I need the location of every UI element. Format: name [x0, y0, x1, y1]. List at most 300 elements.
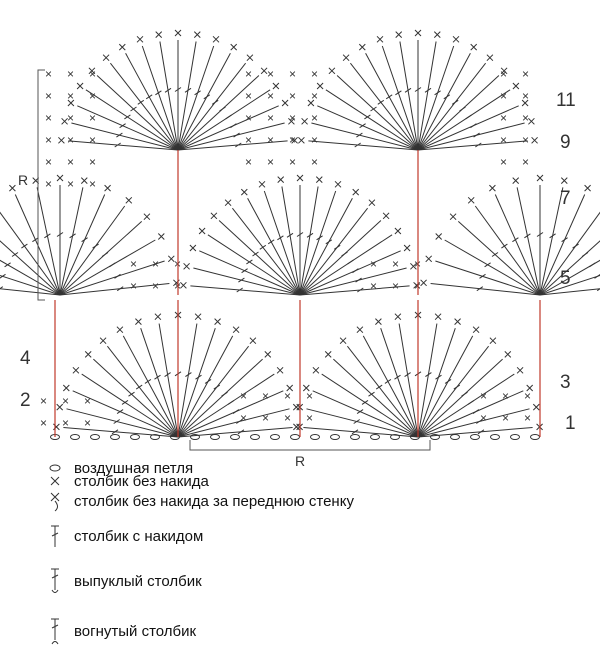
chain-stitch	[231, 435, 240, 440]
fan-tick	[352, 269, 358, 273]
fan-top-stitch	[533, 404, 539, 410]
single-crochet-mark: ×	[67, 89, 75, 103]
single-crochet-mark: ×	[522, 133, 530, 147]
chain-stitch	[71, 435, 80, 440]
single-crochet-mark: ×	[267, 133, 275, 147]
fan-top-stitch	[471, 44, 477, 50]
fan-spoke	[93, 359, 178, 437]
legend-item	[40, 488, 354, 514]
fan-top-stitch	[293, 404, 299, 410]
fan-top-stitch	[135, 319, 141, 325]
fan-top-stitch	[513, 83, 519, 89]
chain-stitch	[251, 435, 260, 440]
fan-top-stitch	[421, 280, 427, 286]
fan-tick	[146, 95, 152, 99]
front-post-dc-icon	[40, 568, 70, 594]
fan-spoke	[178, 359, 263, 437]
single-crochet-mark: ×	[522, 67, 530, 81]
fan-spoke	[322, 374, 418, 437]
single-crochet-mark: ×	[89, 89, 97, 103]
fan-top-stitch	[329, 68, 335, 74]
single-crochet-mark: ×	[522, 111, 530, 125]
legend-text: столбик без накида за переднюю стенку	[74, 492, 354, 510]
fan-spoke	[418, 76, 499, 151]
single-crochet-mark: ×	[311, 155, 319, 169]
fan-top-stitch	[231, 44, 237, 50]
fan-spoke	[418, 90, 510, 150]
fan-spoke	[208, 235, 300, 295]
single-crochet-mark: ×	[522, 155, 530, 169]
fan-top-stitch	[73, 367, 79, 373]
fan-spoke	[350, 63, 418, 150]
single-crochet-mark: ×	[414, 257, 422, 271]
single-crochet-mark: ×	[289, 67, 297, 81]
single-crochet-mark: ×	[311, 111, 319, 125]
fan-top-stitch	[325, 351, 331, 357]
fan-tick	[460, 107, 466, 111]
fan-tick	[473, 410, 479, 414]
legend-text: воздушная петля	[74, 459, 194, 477]
single-crochet-mark: ×	[262, 411, 270, 425]
single-crochet-mark: ×	[480, 411, 488, 425]
chain-stitch	[331, 435, 340, 440]
fan-tick	[445, 379, 451, 383]
fan-top-stitch	[105, 185, 111, 191]
fan-top-stitch	[85, 351, 91, 357]
fan-tick	[136, 385, 142, 389]
fan-tick	[573, 244, 579, 248]
fan-spoke	[86, 90, 178, 150]
sc-front-loop-icon	[40, 488, 70, 514]
fan-spoke	[418, 46, 454, 150]
fan-spoke	[178, 90, 270, 150]
fan-tick	[115, 274, 121, 278]
fan-top-stitch	[247, 55, 253, 61]
fan-tick	[220, 107, 226, 111]
single-crochet-mark: ×	[500, 155, 508, 169]
single-crochet-mark: ×	[267, 89, 275, 103]
fan-top-stitch	[383, 213, 389, 219]
fan-tick	[334, 245, 340, 249]
fan-top-stitch	[194, 32, 200, 38]
single-crochet-mark: ×	[502, 389, 510, 403]
fan-top-stitch	[434, 32, 440, 38]
single-crochet-mark: ×	[500, 67, 508, 81]
single-crochet-mark: ×	[245, 89, 253, 103]
single-crochet-mark: ×	[267, 67, 275, 81]
fan-tick	[205, 379, 211, 383]
single-crochet-mark: ×	[245, 67, 253, 81]
single-crochet-mark: ×	[284, 411, 292, 425]
fan-top-stitch	[233, 327, 239, 333]
single-crochet-mark: ×	[62, 416, 70, 430]
fan-top-stitch	[528, 118, 534, 124]
fan-tick	[589, 263, 595, 267]
fan-tick	[562, 238, 568, 242]
fan-top-stitch	[250, 338, 256, 344]
fan-top-stitch	[175, 30, 181, 36]
single-crochet-mark: ×	[289, 111, 297, 125]
fan-top-stitch	[81, 178, 87, 184]
fan-tick	[385, 379, 391, 383]
single-crochet-mark: ×	[67, 155, 75, 169]
single-crochet-mark: ×	[289, 133, 297, 147]
single-crochet-mark: ×	[89, 67, 97, 81]
fan-tick	[452, 100, 458, 104]
single-crochet-mark: ×	[245, 133, 253, 147]
fan-spoke	[495, 195, 540, 296]
fan-top-stitch	[53, 424, 59, 430]
repeat-label-left: R	[18, 172, 29, 188]
fan-tick	[462, 392, 468, 396]
single-crochet-mark: ×	[45, 133, 53, 147]
fan-top-stitch	[57, 175, 63, 181]
fan-top-stitch	[353, 189, 359, 195]
legend-item	[40, 618, 196, 644]
fan-tick	[114, 420, 120, 424]
single-crochet-mark: ×	[40, 416, 48, 430]
single-crochet-mark: ×	[500, 89, 508, 103]
single-crochet-mark: ×	[84, 416, 92, 430]
single-crochet-mark: ×	[392, 257, 400, 271]
fan-top-stitch	[199, 228, 205, 234]
fan-top-stitch	[313, 367, 319, 373]
single-crochet-mark: ×	[89, 111, 97, 125]
single-crochet-mark: ×	[67, 67, 75, 81]
fan-top-stitch	[213, 36, 219, 42]
fan-top-stitch	[190, 245, 196, 251]
single-crochet-mark: ×	[67, 177, 75, 191]
fan-top-stitch	[278, 177, 284, 183]
single-crochet-mark: ×	[311, 67, 319, 81]
fan-tick	[102, 253, 108, 257]
fan-top-stitch	[277, 367, 283, 373]
single-crochet-mark: ×	[289, 155, 297, 169]
fan-top-stitch	[180, 282, 186, 288]
legend	[0, 455, 600, 670]
fan-top-stitch	[585, 185, 591, 191]
single-crochet-mark: ×	[45, 111, 53, 125]
repeat-label-bottom: R	[295, 453, 306, 469]
fan-top-stitch	[155, 314, 161, 320]
fan-top-stitch	[265, 351, 271, 357]
single-crochet-mark: ×	[306, 389, 314, 403]
fan-tick	[354, 420, 360, 424]
fan-tick	[466, 115, 472, 119]
double-crochet-icon	[40, 523, 70, 549]
fan-top-stitch	[100, 338, 106, 344]
back-post-dc-icon	[40, 618, 70, 644]
fan-tick	[582, 253, 588, 257]
single-crochet-mark: ×	[267, 155, 275, 169]
single-crochet-mark: ×	[240, 389, 248, 403]
fan-top-stitch	[293, 424, 299, 430]
row-label-1: 1	[565, 413, 576, 434]
fan-tick	[468, 400, 474, 404]
fan-top-stitch	[453, 36, 459, 42]
single-crochet-mark: ×	[500, 133, 508, 147]
single-crochet-mark: ×	[45, 155, 53, 169]
fan-tick	[226, 115, 232, 119]
fan-tick	[212, 100, 218, 104]
fan-spoke	[458, 221, 540, 295]
fan	[421, 175, 600, 295]
fan-spoke	[418, 328, 455, 437]
fan-tick	[444, 95, 450, 99]
chain-stitch	[131, 435, 140, 440]
fan	[0, 175, 182, 295]
fan-tick	[378, 100, 384, 104]
single-crochet-mark: ×	[524, 411, 532, 425]
fan-spoke	[97, 76, 178, 151]
fan-tick	[214, 385, 220, 389]
fan-tick	[376, 385, 382, 389]
single-crochet-mark: ×	[392, 279, 400, 293]
chain-stitch	[111, 435, 120, 440]
fan-tick	[348, 260, 354, 264]
fan-top-stitch	[298, 137, 304, 143]
row-label-5: 5	[560, 268, 571, 289]
fan-spoke	[0, 221, 60, 295]
single-crochet-mark: ×	[174, 257, 182, 271]
fan-top-stitch	[241, 189, 247, 195]
fan-top-stitch	[282, 100, 288, 106]
single-crochet-mark: ×	[262, 389, 270, 403]
fan-top-stitch	[415, 30, 421, 36]
fan-top-stitch	[377, 36, 383, 42]
fan-top-stitch	[473, 327, 479, 333]
legend-text: столбик без накида	[74, 472, 209, 490]
fan-top-stitch	[117, 327, 123, 333]
fan-spoke	[333, 359, 418, 437]
single-crochet-mark: ×	[45, 89, 53, 103]
legend-item	[40, 568, 202, 594]
fan-top-stitch	[184, 263, 190, 269]
single-crochet-mark: ×	[480, 389, 488, 403]
fan-tick	[480, 274, 486, 278]
chain-stitch	[351, 435, 360, 440]
fan-top-stitch	[435, 314, 441, 320]
fan	[180, 175, 422, 295]
fan-top-stitch	[395, 314, 401, 320]
single-crochet-mark: ×	[67, 133, 75, 147]
legend-text: вогнутый столбик	[74, 622, 197, 640]
fan-spoke	[418, 63, 486, 150]
fan-top-stitch	[561, 178, 567, 184]
fan-top-stitch	[144, 214, 150, 220]
chain-stitch	[91, 435, 100, 440]
fan-top-stitch	[211, 213, 217, 219]
fan-spoke	[418, 359, 503, 437]
fan-top-stitch	[335, 181, 341, 187]
single-crochet-mark: ×	[284, 389, 292, 403]
single-crochet-mark: ×	[84, 394, 92, 408]
single-crochet-mark: ×	[62, 394, 70, 408]
fan-spoke	[178, 374, 274, 437]
fan-tick	[470, 124, 476, 128]
fan-spoke	[178, 328, 215, 437]
chain-stitch	[531, 435, 540, 440]
single-crochet-mark: ×	[89, 155, 97, 169]
fan-tick	[228, 400, 234, 404]
fan-top-stitch	[9, 185, 15, 191]
fan-top-stitch	[103, 55, 109, 61]
fan-spoke	[107, 346, 178, 437]
chain-stitch	[271, 435, 280, 440]
fan-top-stitch	[137, 36, 143, 42]
row-label-7: 7	[560, 188, 571, 209]
fan-spoke	[178, 346, 249, 437]
chain-stitch	[291, 435, 300, 440]
fan-top-stitch	[450, 214, 456, 220]
fan-top-stitch	[489, 185, 495, 191]
fan-tick	[82, 238, 88, 242]
single-crochet-mark: ×	[40, 394, 48, 408]
fan-tick	[138, 100, 144, 104]
fan-top-stitch	[215, 319, 221, 325]
fan-top-stitch	[340, 338, 346, 344]
single-crochet-mark: ×	[67, 111, 75, 125]
fan-top-stitch	[369, 200, 375, 206]
single-crochet-mark: ×	[370, 279, 378, 293]
fan-top-stitch	[195, 314, 201, 320]
fan-top-stitch	[343, 55, 349, 61]
fan-tick	[93, 244, 99, 248]
fan-top-stitch	[297, 175, 303, 181]
fan-top-stitch	[395, 228, 401, 234]
fan-top-stitch	[404, 245, 410, 251]
single-crochet-mark: ×	[89, 133, 97, 147]
fan-spoke	[110, 63, 178, 150]
fan-spoke	[300, 235, 392, 295]
single-crochet-mark: ×	[311, 133, 319, 147]
single-crochet-mark: ×	[130, 279, 138, 293]
single-crochet-mark: ×	[245, 155, 253, 169]
fan-top-stitch	[468, 197, 474, 203]
fan-top-stitch	[396, 32, 402, 38]
fan-top-stitch	[537, 175, 543, 181]
single-crochet-mark: ×	[370, 257, 378, 271]
bottom-repeat-bracket	[190, 440, 430, 450]
single-crochet-mark: ×	[500, 111, 508, 125]
fan-spoke	[300, 208, 368, 295]
fan-top-stitch	[505, 351, 511, 357]
fan-spoke	[300, 221, 381, 296]
single-crochet-mark: ×	[522, 89, 530, 103]
single-crochet-mark: ×	[240, 411, 248, 425]
single-crochet-mark: ×	[289, 89, 297, 103]
fan-top-stitch	[58, 137, 64, 143]
row-label-9: 9	[560, 132, 571, 153]
fan-top-stitch	[126, 197, 132, 203]
fan-tick	[204, 95, 210, 99]
single-crochet-mark: ×	[306, 411, 314, 425]
fan-tick	[21, 244, 27, 248]
fan-top-stitch	[119, 44, 125, 50]
fan-tick	[222, 392, 228, 396]
fan-spoke	[418, 374, 514, 437]
fan-tick	[0, 274, 6, 278]
single-crochet-mark: ×	[130, 257, 138, 271]
fan-top-stitch	[487, 55, 493, 61]
single-crochet-mark: ×	[524, 389, 532, 403]
chain-stitch	[371, 435, 380, 440]
fan-top-stitch	[316, 177, 322, 183]
fan-top-stitch	[359, 44, 365, 50]
fan-top-stitch	[158, 234, 164, 240]
chain-stitch	[451, 435, 460, 440]
fan-tick	[386, 95, 392, 99]
fan-tick	[454, 385, 460, 389]
fan-tick	[260, 245, 266, 249]
fan-top-stitch	[156, 32, 162, 38]
fan-top-stitch	[225, 200, 231, 206]
fan-tick	[230, 124, 236, 128]
fan-spoke	[418, 346, 489, 437]
single-crochet-mark: ×	[45, 177, 53, 191]
single-crochet-mark: ×	[174, 279, 182, 293]
fan-spoke	[232, 208, 300, 295]
fan-spoke	[219, 221, 300, 296]
chain-stitch	[471, 435, 480, 440]
fan-spoke	[347, 346, 418, 437]
single-crochet-mark: ×	[89, 177, 97, 191]
fan-top-stitch	[517, 367, 523, 373]
single-crochet-mark: ×	[502, 411, 510, 425]
fan-top-stitch	[455, 319, 461, 325]
fan-tick	[268, 240, 274, 244]
single-crochet-mark: ×	[311, 89, 319, 103]
fan-top-stitch	[490, 338, 496, 344]
fan-top-stitch	[63, 385, 69, 391]
fan-spoke	[82, 374, 178, 437]
fan-tick	[501, 244, 507, 248]
fan-top-stitch	[259, 181, 265, 187]
fan-top-stitch	[532, 137, 538, 143]
fan-tick	[145, 379, 151, 383]
legend-item	[40, 523, 203, 549]
single-crochet-mark: ×	[45, 67, 53, 81]
row-label-2: 2	[20, 390, 31, 411]
row-label-4: 4	[20, 348, 31, 369]
fan-tick	[233, 410, 239, 414]
legend-text: столбик с накидом	[74, 527, 204, 545]
fan-spoke	[326, 90, 418, 150]
fan-top-stitch	[513, 178, 519, 184]
single-crochet-mark: ×	[152, 279, 160, 293]
fan-top-stitch	[77, 83, 83, 89]
fan-tick	[512, 238, 518, 242]
row-label-11: 11	[556, 90, 576, 111]
fan-top-stitch	[436, 234, 442, 240]
fan-tick	[342, 252, 348, 256]
fan-spoke	[178, 63, 246, 150]
chain-row	[51, 435, 540, 440]
chain-stitch	[211, 435, 220, 440]
legend-text: выпуклый столбик	[74, 572, 202, 590]
fan-top-stitch	[357, 327, 363, 333]
fan-top-stitch	[426, 256, 432, 262]
fan-spoke	[337, 76, 418, 151]
chain-stitch	[511, 435, 520, 440]
row-label-3: 3	[560, 372, 571, 393]
fan-tick	[595, 274, 600, 278]
single-crochet-mark: ×	[152, 257, 160, 271]
chain-stitch	[491, 435, 500, 440]
fan-spoke	[178, 46, 214, 150]
fan-top-stitch	[302, 118, 308, 124]
fan-tick	[109, 263, 115, 267]
